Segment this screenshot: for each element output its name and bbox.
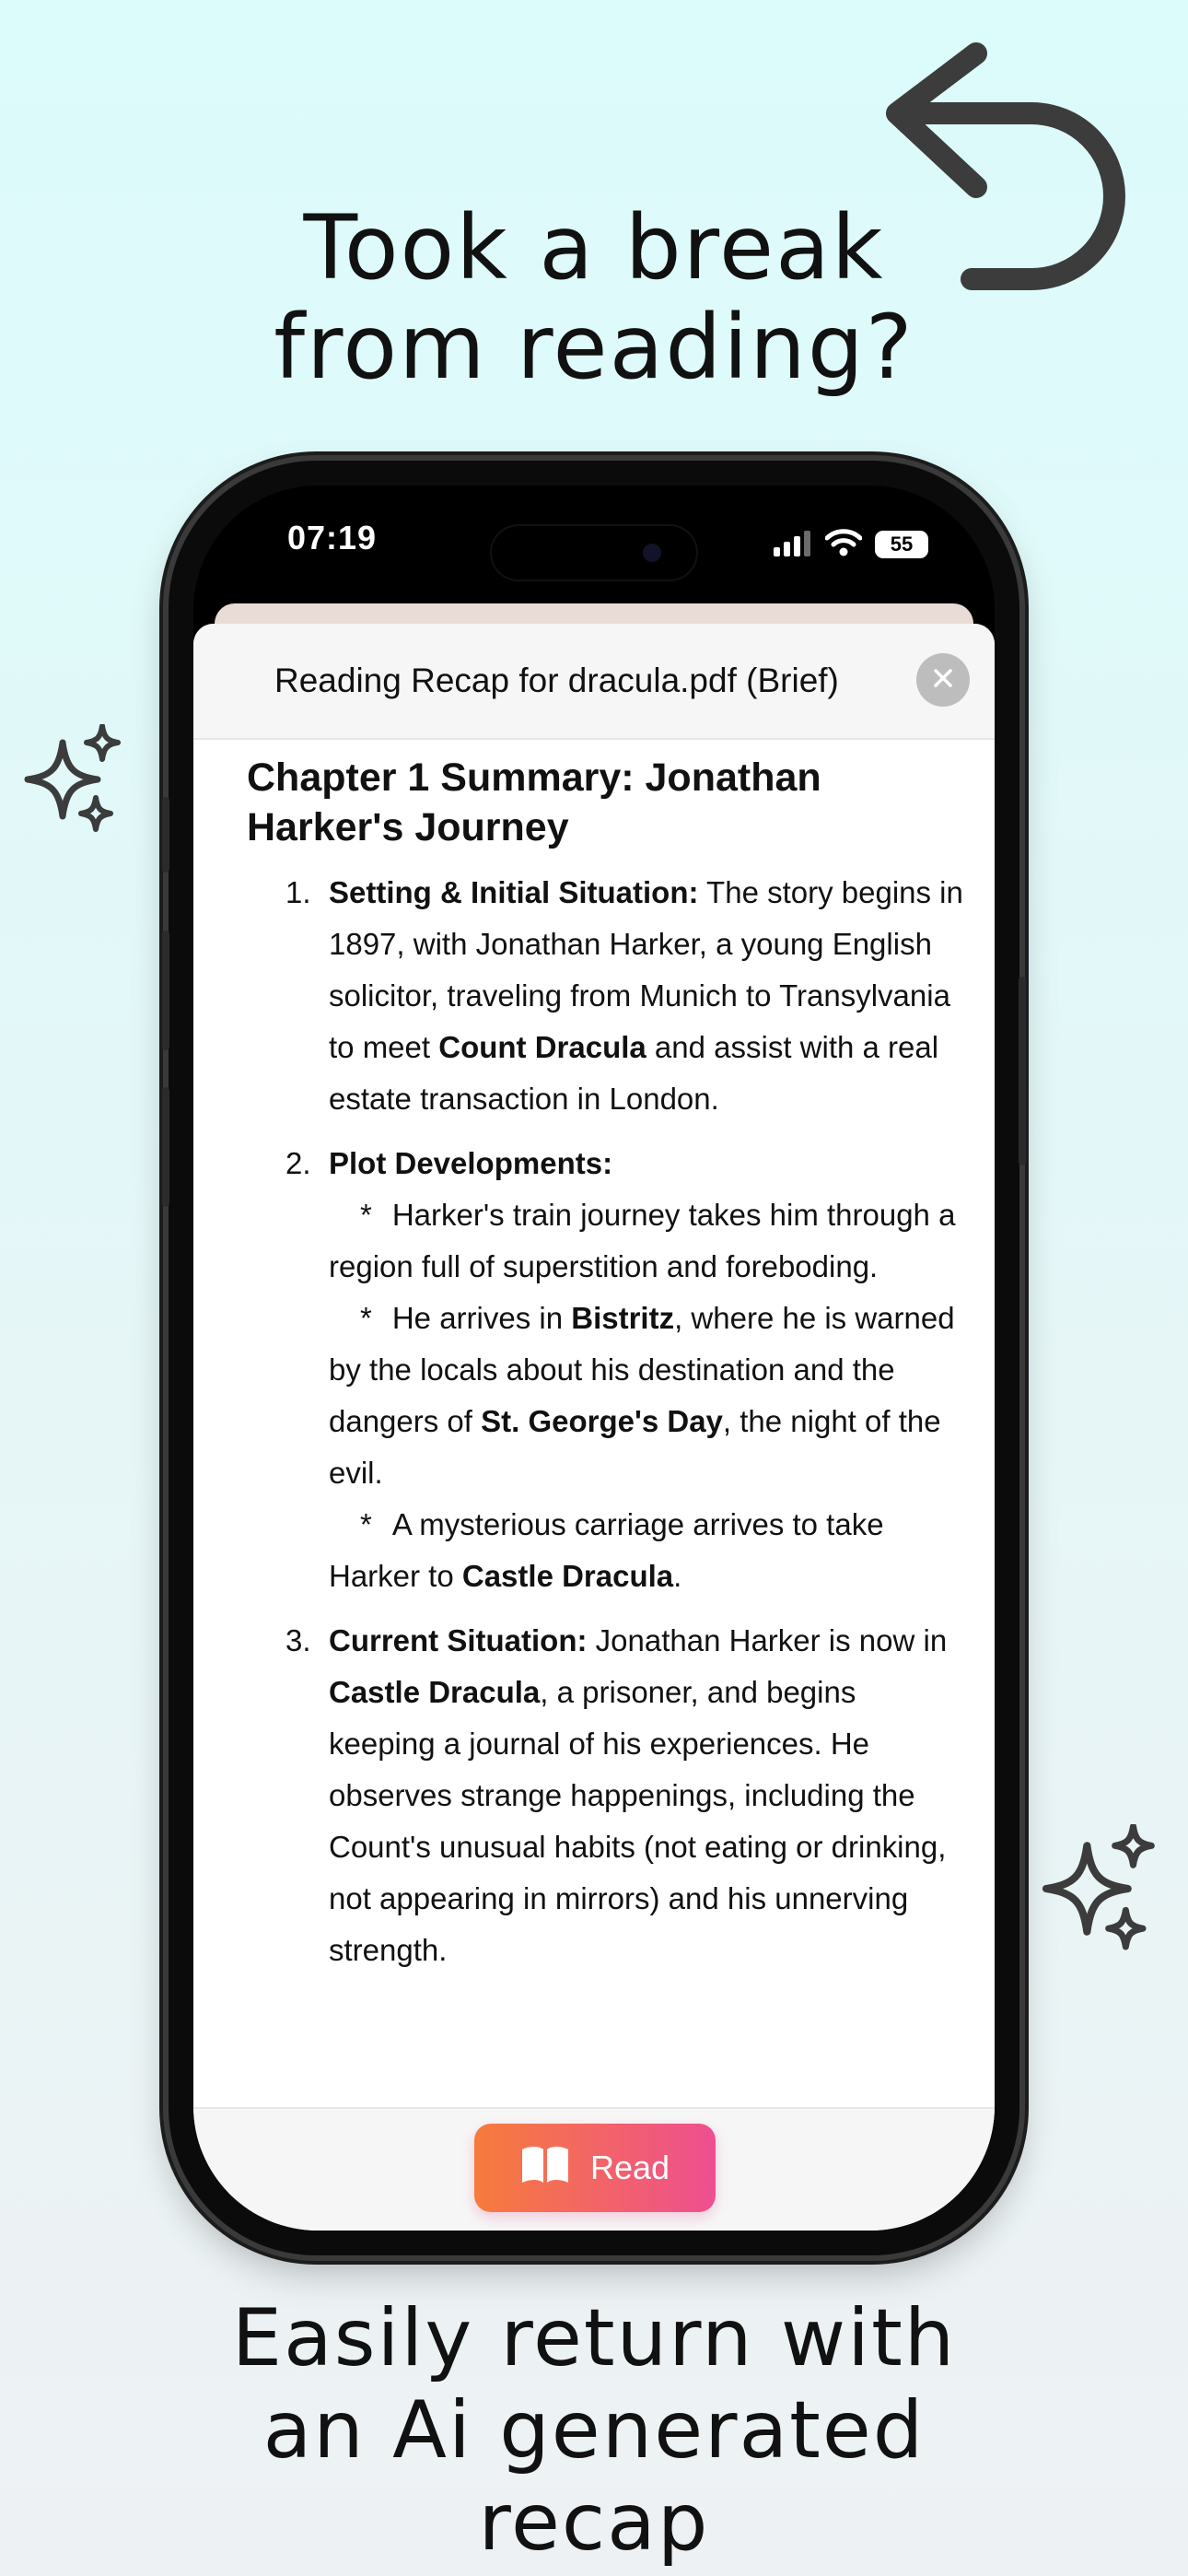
- action-button: [162, 797, 169, 872]
- item-bold: Castle Dracula: [329, 1675, 541, 1709]
- bullet-bold: Bistritz: [571, 1301, 675, 1335]
- bullet-text: He arrives in: [391, 1301, 572, 1335]
- bullet-mark: *: [360, 1198, 372, 1232]
- item-text: Jonathan Harker is now in: [587, 1623, 948, 1657]
- recap-sheet: [193, 624, 995, 2231]
- bottom-headline-line-3: recap: [478, 2476, 710, 2569]
- status-bar: [193, 486, 995, 596]
- item-number: 3.: [285, 1623, 311, 1657]
- camera-icon: [643, 544, 661, 562]
- sub-bullet: [329, 1499, 965, 1602]
- top-headline-line-2: from reading?: [274, 296, 914, 399]
- phone-screen: [193, 486, 995, 2231]
- top-headline-line-1: Took a break: [303, 196, 885, 299]
- item-lead: Plot Developments:: [329, 1146, 613, 1180]
- bullet-bold: Castle Dracula: [461, 1559, 674, 1593]
- dynamic-island: [490, 524, 698, 581]
- item-text: , a prisoner, and begins keeping a journal of his experiences. He observes strange happenings, including the Count's unusual habits (not eating or drinking, not appearing in mirrors) and his unnerving strength.: [329, 1675, 947, 1967]
- sparkles-icon: [1033, 1824, 1162, 1958]
- item-lead: Current Situation:: [329, 1623, 588, 1657]
- item-bold: Count Dracula: [438, 1030, 646, 1064]
- bullet-text: , the night of the evil.: [329, 1404, 941, 1490]
- item-lead: Setting & Initial Situation:: [329, 875, 699, 909]
- bullet-text: Harker's train journey takes him through a region full of superstition and foreboding.: [329, 1198, 956, 1283]
- volume-down-button: [162, 1087, 169, 1207]
- bottom-headline-line-2: an Ai generated: [262, 2384, 926, 2476]
- bullet-text: , where he is warned by the locals about his destination and the dangers of: [329, 1301, 955, 1438]
- battery-icon: 55: [875, 531, 928, 558]
- recap-item: [247, 867, 965, 1125]
- read-button[interactable]: [474, 2124, 716, 2212]
- bullet-text: .: [673, 1559, 682, 1593]
- recap-list: [247, 867, 965, 1976]
- sub-bullet: [329, 1189, 965, 1293]
- recap-content[interactable]: [247, 753, 965, 2107]
- bullet-mark: *: [360, 1301, 372, 1335]
- bottom-headline: [0, 2292, 1188, 2569]
- sheet-title: Reading Recap for dracula.pdf (Brief): [274, 662, 839, 699]
- sparkles-icon: [17, 724, 127, 839]
- recap-item: [247, 1138, 965, 1602]
- close-button[interactable]: [916, 653, 970, 707]
- chapter-title: Chapter 1 Summary: Jonathan Harker's Journey: [247, 755, 821, 849]
- bottom-bar: [193, 2107, 995, 2231]
- bullet-text: A mysterious carriage arrives to take Harker to: [329, 1507, 884, 1593]
- close-icon: [932, 667, 954, 694]
- signal-bars-icon: [772, 529, 812, 561]
- bottom-headline-line-1: Easily return with: [231, 2292, 957, 2384]
- back-arrow-icon: [884, 26, 1142, 298]
- item-text: The story begins in 1897, with Jonathan Harker, a young English solicitor, traveling from Munich to Transylvania to meet: [329, 875, 963, 1064]
- bullet-mark: *: [360, 1507, 372, 1541]
- recap-item: [247, 1615, 965, 1976]
- sheet-header: [193, 624, 995, 740]
- sub-bullet: [329, 1293, 965, 1499]
- read-button-label: Read: [589, 2149, 670, 2186]
- wifi-icon: [825, 529, 862, 561]
- item-number: 1.: [285, 875, 311, 909]
- bullet-bold: St. George's Day: [481, 1404, 723, 1438]
- item-number: 2.: [285, 1146, 311, 1180]
- power-button: [1019, 977, 1026, 1165]
- status-icons: [772, 526, 928, 563]
- book-icon: [520, 2144, 570, 2193]
- status-time: 07:19: [287, 519, 378, 556]
- item-text: and assist with a real estate transaction in London.: [329, 1030, 939, 1116]
- volume-up-button: [162, 931, 169, 1050]
